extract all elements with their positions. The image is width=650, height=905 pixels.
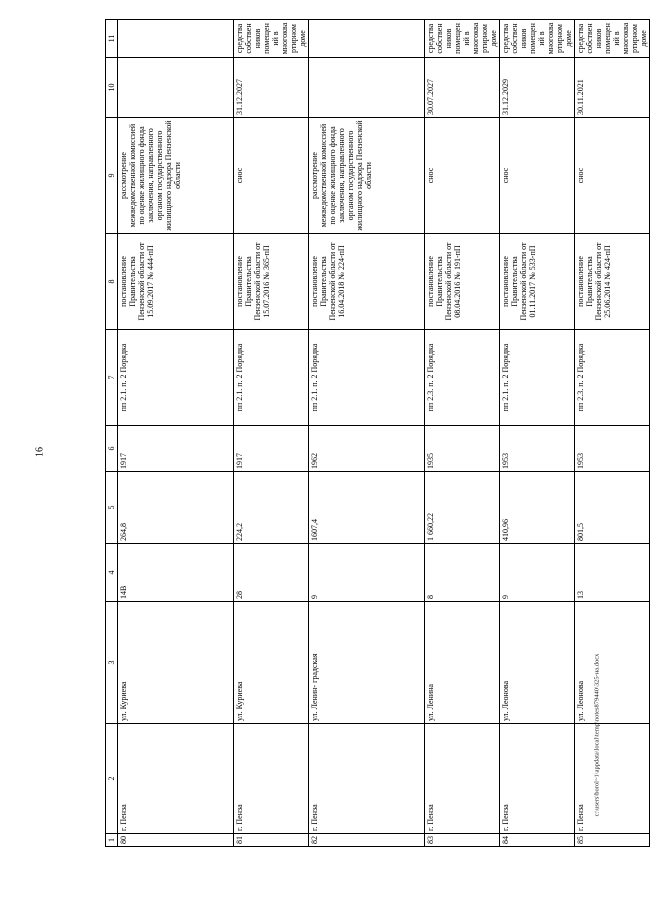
header-row [106,20,118,847]
row-number: 80 [118,834,234,847]
row-number: 83 [425,834,500,847]
page-number: 16 [34,447,46,457]
header-cell: 7 [106,330,118,426]
street-cell: ул. Ленина [425,602,500,724]
file-path-footer: c:\users\borol~1\appdata\local\temp\notes879440\325-на.docx [593,653,601,817]
house-cell: 14В [118,544,234,602]
header-cell: 8 [106,234,118,330]
table-row [500,20,575,847]
deadline-cell: 30.07.2027 [425,58,500,118]
year-cell: 1953 [500,426,575,472]
table-row [575,20,650,847]
city-cell: г. Пенза [500,724,575,834]
house-cell: 9 [500,544,575,602]
header-cell: 4 [106,544,118,602]
area-cell: 1607,4 [309,472,425,544]
header-cell: 9 [106,118,118,234]
header-cell: 3 [106,602,118,724]
source-cell: средства собственников помещений в многоквартирном доме [234,20,309,58]
street-cell: ул. Леонова [500,602,575,724]
house-cell: 28 [234,544,309,602]
street-cell: ул. Леонова [575,602,650,724]
measure-cell: снос [234,118,309,234]
street-cell: ул. Ленин- градская [309,602,425,724]
deadline-cell: 31.12.2029 [500,58,575,118]
street-cell: ул. Куриева [234,602,309,724]
city-cell: г. Пенза [234,724,309,834]
row-number: 81 [234,834,309,847]
basis-cell: пп 2.1. п. 2 Порядка [118,330,234,426]
row-number: 85 [575,834,650,847]
decree-cell: постановление Правительства Пензенской области от 01.11.2017 № 533-пП [500,234,575,330]
row-number: 84 [500,834,575,847]
house-cell: 9 [309,544,425,602]
source-cell: средства собственников помещений в многоквартирном доме [575,20,650,58]
decree-cell: постановление Правительства Пензенской области от 15.09.2017 № 444-пП [118,234,234,330]
housing-table [105,19,650,847]
city-cell: г. Пенза [575,724,650,834]
header-cell: 5 [106,472,118,544]
header-cell: 10 [106,58,118,118]
deadline-cell: 30.11.2021 [575,58,650,118]
measure-cell: рассмотрение межведомственной комиссией по оценке жилищного фонда заключения, направленного органом государственного жилищного надзора Пензенской области [309,118,425,234]
deadline-cell [309,58,425,118]
basis-cell: пп 2.3. п. 2 Порядка [425,330,500,426]
year-cell: 1917 [234,426,309,472]
table-row [309,20,425,847]
house-cell: 8 [425,544,500,602]
basis-cell: пп 2.1. п. 2 Порядка [500,330,575,426]
city-cell: г. Пенза [425,724,500,834]
area-cell: 224,2 [234,472,309,544]
deadline-cell: 31.12.2027 [234,58,309,118]
year-cell: 1935 [425,426,500,472]
source-cell: средства собственников помещений в многоквартирном доме [425,20,500,58]
header-cell: 11 [106,20,118,58]
year-cell: 1962 [309,426,425,472]
decree-cell: постановление Правительства Пензенской области от 16.04.2018 № 224-пП [309,234,425,330]
source-cell [118,20,234,58]
source-cell [309,20,425,58]
table-row [425,20,500,847]
basis-cell: пп 2.1. п. 2 Порядка [309,330,425,426]
area-cell: 264,8 [118,472,234,544]
city-cell: г. Пенза [118,724,234,834]
measure-cell: снос [500,118,575,234]
measure-cell: снос [425,118,500,234]
decree-cell: постановление Правительства Пензенской области от 15.07.2016 № 365-пП [234,234,309,330]
measure-cell: рассмотрение межведомственной комиссией по оценке жилищного фонда заключения, направленного органом государственного жилищного надзора Пензенской области [118,118,234,234]
year-cell: 1917 [118,426,234,472]
measure-cell: снос [575,118,650,234]
street-cell: ул. Куриева [118,602,234,724]
row-number: 82 [309,834,425,847]
house-cell: 13 [575,544,650,602]
header-cell: 2 [106,724,118,834]
header-cell: 1 [106,834,118,847]
area-cell: 1 660,22 [425,472,500,544]
decree-cell: постановление Правительства Пензенской области от 08.04.2016 № 191-пП [425,234,500,330]
basis-cell: пп 2.3. п. 2 Порядка [575,330,650,426]
area-cell: 410,96 [500,472,575,544]
basis-cell: пп 2.1. п. 2 Порядка [234,330,309,426]
table-row [118,20,234,847]
source-cell: средства собственников помещений в многоквартирном доме [500,20,575,58]
header-cell: 6 [106,426,118,472]
area-cell: 801,5 [575,472,650,544]
deadline-cell [118,58,234,118]
city-cell: г. Пенза [309,724,425,834]
table-row [234,20,309,847]
decree-cell: постановление Правительства Пензенской области от 25.06.2014 № 424-пП [575,234,650,330]
year-cell: 1953 [575,426,650,472]
